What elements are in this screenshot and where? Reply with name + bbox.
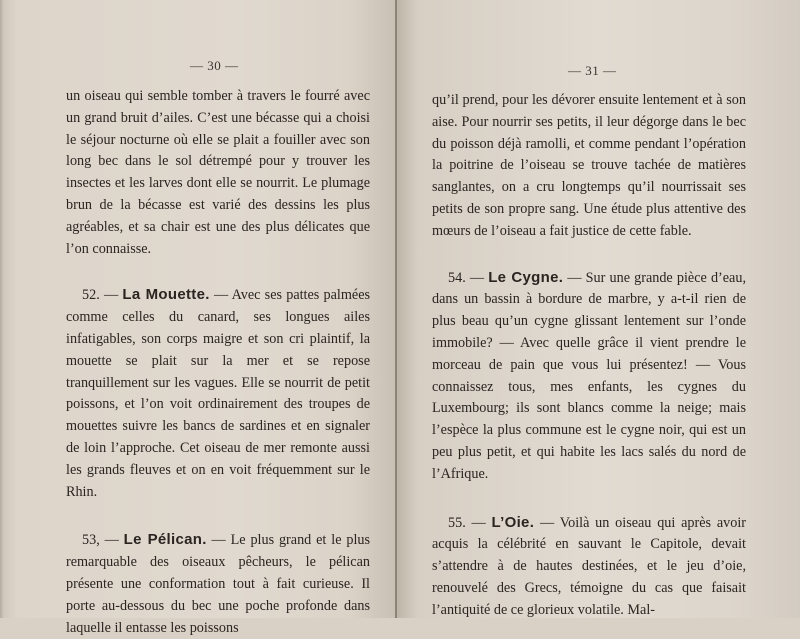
entry-cygne [432, 267, 746, 486]
continuation-paragraph: qu’il prend, pour les dévorer ensuite lentement et à son aise. Pour nourrir ses petits, il leur dégorge dans le bec du poisson déjà ramolli, et comme pendant l’opération la poitrine de l’oiseau se trouve tachée de matières sanglantes, on a cru longtemps qu’il nourrissait ses petits de son propre sang. Une étude plus attentive des mœurs de l’oiseau a fait justice de cette fable. [432, 92, 746, 239]
entry-title: Le Pélican. [123, 531, 207, 549]
entry-mouette [66, 284, 370, 503]
left-text-column [66, 86, 370, 639]
page-edge [0, 0, 4, 618]
entry-number: 53, — [82, 532, 119, 549]
page-number-left: — 30 — [190, 58, 239, 73]
paragraph-gap [432, 243, 746, 267]
entry-text: — Voilà un oiseau qui après avoir acquis la célébrité en sauvant le Capitole, devait s’attendre à de hautes destinées, et le jeu d’oie, renouvelé des Grecs, témoigne du cas que faisait l’antiquité de ce glorieux volatile. Mal- [432, 514, 746, 618]
entry-title: L’Oie. [491, 513, 535, 531]
entry-text: — Avec ses pattes palmées comme celles du canard, ses longues ailes infatigables, son corps maigre et son cri plaintif, la mouette se plait sur la mer et se repose tranquillement sur les vagues. Elle se nourrit de petit poissons, et l’on voit ordinairement des troupes de mouettes suivre les bancs de sardines et en signaler de loin l’approche. Cet oiseau de mer remonte aussi les grands fleuves et on en voit fréquemment sur le Rhin. [66, 287, 371, 500]
entry-title: La Mouette. [122, 286, 210, 304]
entry-number: 54. — [448, 269, 485, 286]
entry-text: — Sur une grande pièce d’eau, dans un bassin à bordure de marbre, y a-t-il rien de plus beau qu’un cygne glissant lentement sur l’onde immobile? — Avec quelle grâce il vient prendre le morceau de pain que vous lui présentez! — Vous connaissez tous, mes enfants, les cygnes du Luxembourg; ils sont blancs comme la neige; mais l’espèce la plus commune est le cygne noir, qui est un peu plus petit, et qui habite les lacs salés du nord de l’Afrique. [432, 269, 746, 482]
entry-number: 55. — [448, 514, 486, 531]
paragraph-gap [66, 260, 370, 284]
left-page [0, 0, 396, 636]
entry-number: 52. — [82, 287, 119, 304]
entry-title: Le Cygne. [488, 268, 564, 286]
paragraph-gap [66, 503, 370, 529]
continuation-paragraph: un oiseau qui semble tomber à travers le fourré avec un grand bruit d’ailes. C’est une bécasse qui a choisi le séjour nocturne où elle se plait a fouiller avec son long bec dans le sol détrempé pour y trouver les insectes et les larves dont elle se nourrit. Le plumage brun de la bécasse est varié des dessins les plus agréables, et sa chair est une des plus délicates que l’on connaisse. [66, 88, 370, 257]
book-spine-fold [395, 0, 397, 618]
entry-text: — Le plus grand et le plus remarquable des oiseaux pêcheurs, le pélican présente une conformation tout à fait curieuse. Il porte au-dessous du bec une poche profonde dans laquelle il entasse les poissons [66, 532, 371, 636]
page-number-right: — 31 — [568, 63, 617, 78]
right-page [396, 0, 800, 618]
right-text-column [432, 90, 746, 622]
entry-pelican [66, 529, 370, 639]
entry-oie [432, 512, 746, 622]
paragraph-gap [432, 486, 746, 512]
